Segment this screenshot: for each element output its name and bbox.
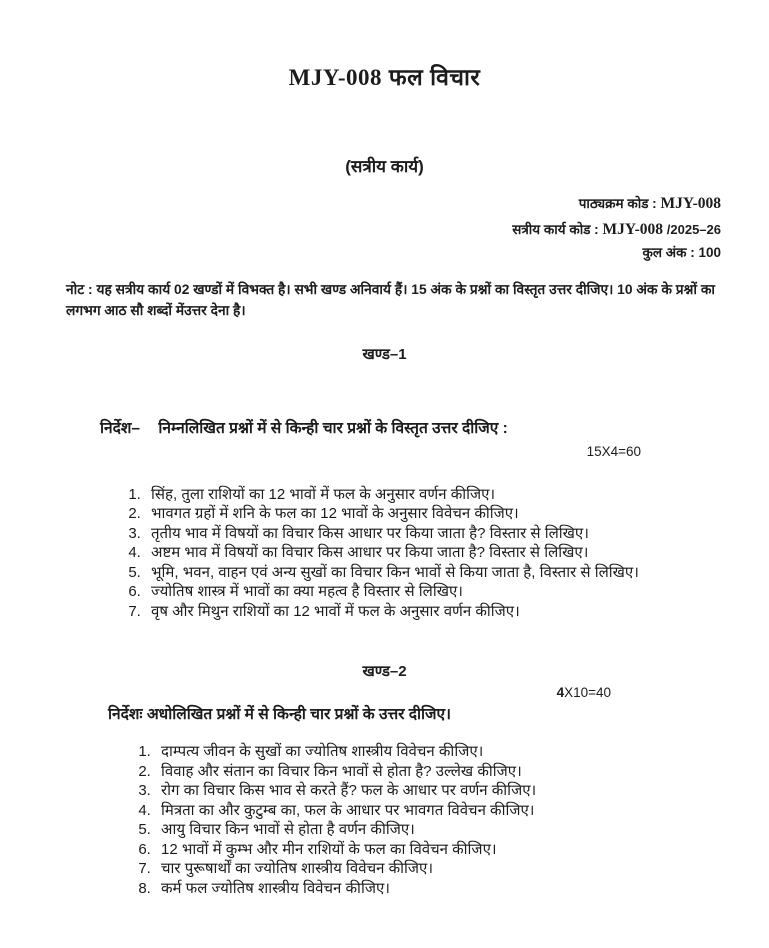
assignment-session: /2025–26 <box>666 221 721 237</box>
section-2-marks-bold: 4 <box>556 685 565 701</box>
question-item: 6. ज्योतिष शास्त्र में भावों का क्या महत्व है विस्तार से लिखिए। <box>145 582 729 602</box>
question-item: 6. 12 भावों में कुम्भ और मीन राशियों के फल का विवेचन कीजिए। <box>155 840 729 860</box>
course-code-label: पाठ्यक्रम कोड : <box>578 196 657 211</box>
question-item: 1. सिंह, तुला राशियों का 12 भावों में फल के अनुसार वर्णन कीजिए। <box>145 485 729 505</box>
section-2-heading: खण्ड–2 <box>362 663 407 681</box>
course-name-title: फल विचार <box>388 64 481 90</box>
assignment-subtitle: (सत्रीय कार्य) <box>345 157 424 176</box>
question-item: 4. अष्टम भाव में विषयों का विचार किस आधार पर किया जाता है? विस्तार से लिखिए। <box>145 543 729 563</box>
section-2-direction: निर्देशः अधोलिखित प्रश्नों में से किन्ही चार प्रश्नों के उत्तर दीजिए। <box>108 706 452 724</box>
question-item: 5. भूमि, भवन, वाहन एवं अन्य सुखों का विचार किन भावों से किया जाता है, विस्तार से लिखिए। <box>145 563 729 583</box>
section-1-direction-text: निम्नलिखित प्रश्नों में से किन्ही चार प्रश्नों के विस्तृत उत्तर दीजिए : <box>158 419 508 437</box>
course-code-value: MJY-008 <box>660 195 721 212</box>
section-2-marks-rest: X10=40 <box>564 685 611 701</box>
section-1-heading: खण्ड–1 <box>362 345 407 363</box>
question-item: 5. आयु विचार किन भावों से होता है वर्णन कीजिए। <box>155 820 729 840</box>
question-item: 8. कर्म फल ज्योतिष शास्त्रीय विवेचन कीजिए। <box>155 879 729 899</box>
section-1-direction-label: निर्देश– <box>100 419 141 437</box>
section-1-question-list <box>0 485 729 622</box>
total-marks-value: 100 <box>698 245 721 261</box>
section-2-question-list <box>0 742 729 898</box>
assignment-code-line <box>0 217 721 243</box>
question-item: 7. वृष और मिथुन राशियों का 12 भावों में फल के अनुसार वर्णन कीजिए। <box>145 602 729 622</box>
question-item: 3. तृतीय भाव में विषयों का विचार किस आधार पर किया जाता है? विस्तार से लिखिए। <box>145 524 729 544</box>
question-item: 2. विवाह और संतान का विचार किन भावों से होता है? उल्लेख कीजिए। <box>155 762 729 782</box>
page-title <box>0 60 769 92</box>
question-item: 3. रोग का विचार किस भाव से करते हैं? फल के आधार पर वर्णन कीजिए। <box>155 781 729 801</box>
assignment-code-label: सत्रीय कार्य कोड : <box>512 221 599 237</box>
meta-block <box>0 191 769 264</box>
course-code-line <box>0 191 721 217</box>
total-marks-label: कुल अंक : <box>642 245 695 261</box>
question-item: 7. चार पुरूषार्थों का ज्योतिष शास्त्रीय विवेचन कीजिए। <box>155 859 729 879</box>
assignment-code-value: MJY-008 <box>602 220 663 238</box>
question-item: 2. भावगत ग्रहों में शनि के फल का 12 भावों के अनुसार विवेचन कीजिए। <box>145 504 729 524</box>
course-code-title: MJY-008 <box>288 65 383 90</box>
question-item: 1. दाम्पत्य जीवन के सुखों का ज्योतिष शास्त्रीय विवेचन कीजिए। <box>155 742 729 762</box>
section-1-marks: 15X4=60 <box>586 443 641 459</box>
question-item: 4. मित्रता का और कुटुम्ब का, फल के आधार पर भावगत विवेचन कीजिए। <box>155 801 729 821</box>
section-1-direction <box>100 416 729 438</box>
section-2-marks <box>0 685 769 700</box>
note-paragraph: नोट : यह सत्रीय कार्य 02 खण्डों में विभक्त है। सभी खण्ड अनिवार्य हैं। 15 अंक के प्रश्नों का विस्तृत उत्तर दीजिए। 10 अंक के प्रश्नों का लगभग आठ सौ शब्दों मेंउत्तर देना है। <box>66 282 715 319</box>
total-marks-line <box>0 242 721 264</box>
